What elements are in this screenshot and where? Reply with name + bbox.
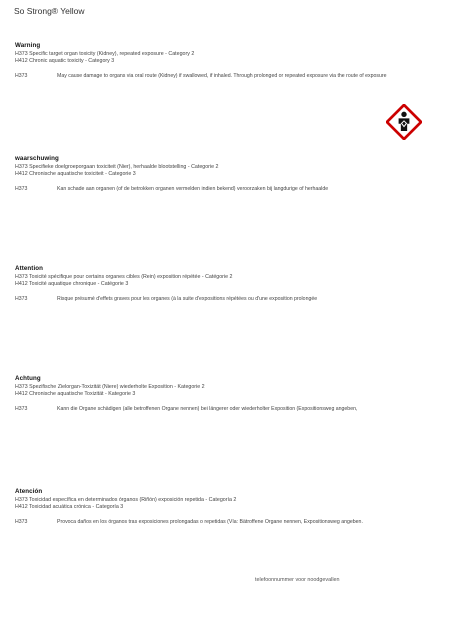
statement-code: H373 [15,519,28,526]
document-title: So Strong® Yellow [14,6,85,16]
statement-code: H373 [15,406,28,413]
statement-text: Risque présumé d'effets graves pour les organes (à la suite d'expositions répétées ou d'une exposition prolongée [57,296,318,303]
section-en [15,42,440,82]
hazard-line: H412 Chronische aquatische Toxizität - Kategorie 3 [15,391,136,398]
signal-word: Attention [15,265,44,272]
section-es [15,488,440,528]
statement-text: Kann die Organe schädigen (alle betroffenen Organe nennen) bei längerer oder wiederholter Exposition (Expositionsweg angeben, [57,406,358,413]
footer-note: telefoonnummer voor noodgevallen [255,577,340,583]
signal-word: waarschuwing [15,155,59,162]
hazard-statement [15,296,440,305]
health-hazard-icon [386,104,422,140]
section-fr [15,265,440,305]
statement-text: May cause damage to organs via oral route (Kidney) if swallowed, if inhaled. Through prolonged or repeated exposure via the route of exposure [57,73,387,80]
section-de [15,375,440,415]
statement-text: Provoca daños en los órganos tras exposiciones prolongadas o repetidas (Vía: Bätroffene Organe nennen, Expositionsweg angeben. [57,519,363,526]
hazard-statement [15,406,440,415]
hazard-line: H373 Specifieke doelgroeporgaan toxiciteit (Nier), herhaalde blootstelling - Categorie 2 [15,163,219,170]
hazard-line: H373 Toxicidad específica en determinados órganos (Riñón) exposición repetida - Categoría 2 [15,496,237,503]
hazard-line: H412 Toxicidad acuática crónica - Categoría 3 [15,504,124,511]
statement-text: Kan schade aan organen (of de betrokken organen vermelden indien bekend) veroorzaken bij langdurige of herhaalde [57,186,329,193]
hazard-line: H373 Spezifische Zielorgan-Toxizität (Niere) wiederholte Exposition - Kategorie 2 [15,383,205,390]
hazard-line: H412 Chronic aquatic toxicity - Category 3 [15,58,115,65]
hazard-statement [15,73,440,82]
signal-word: Warning [15,42,41,49]
hazard-line: H412 Toxicité aquatique chronique - Catégorie 3 [15,281,129,288]
signal-word: Achtung [15,375,41,382]
statement-code: H373 [15,186,28,193]
statement-code: H373 [15,296,28,303]
section-nl [15,155,440,195]
signal-word: Atención [15,488,43,495]
statement-code: H373 [15,73,28,80]
hazard-line: H373 Toxicité spécifique pour certains organes cibles (Rein) exposition répétée - Catégorie 2 [15,273,233,280]
hazard-statement [15,519,440,528]
hazard-line: H373 Specific target organ toxicity (Kidney), repeated exposure - Category 2 [15,50,195,57]
hazard-line: H412 Chronische aquatische toxiciteit - Categorie 3 [15,171,136,178]
hazard-statement [15,186,440,195]
